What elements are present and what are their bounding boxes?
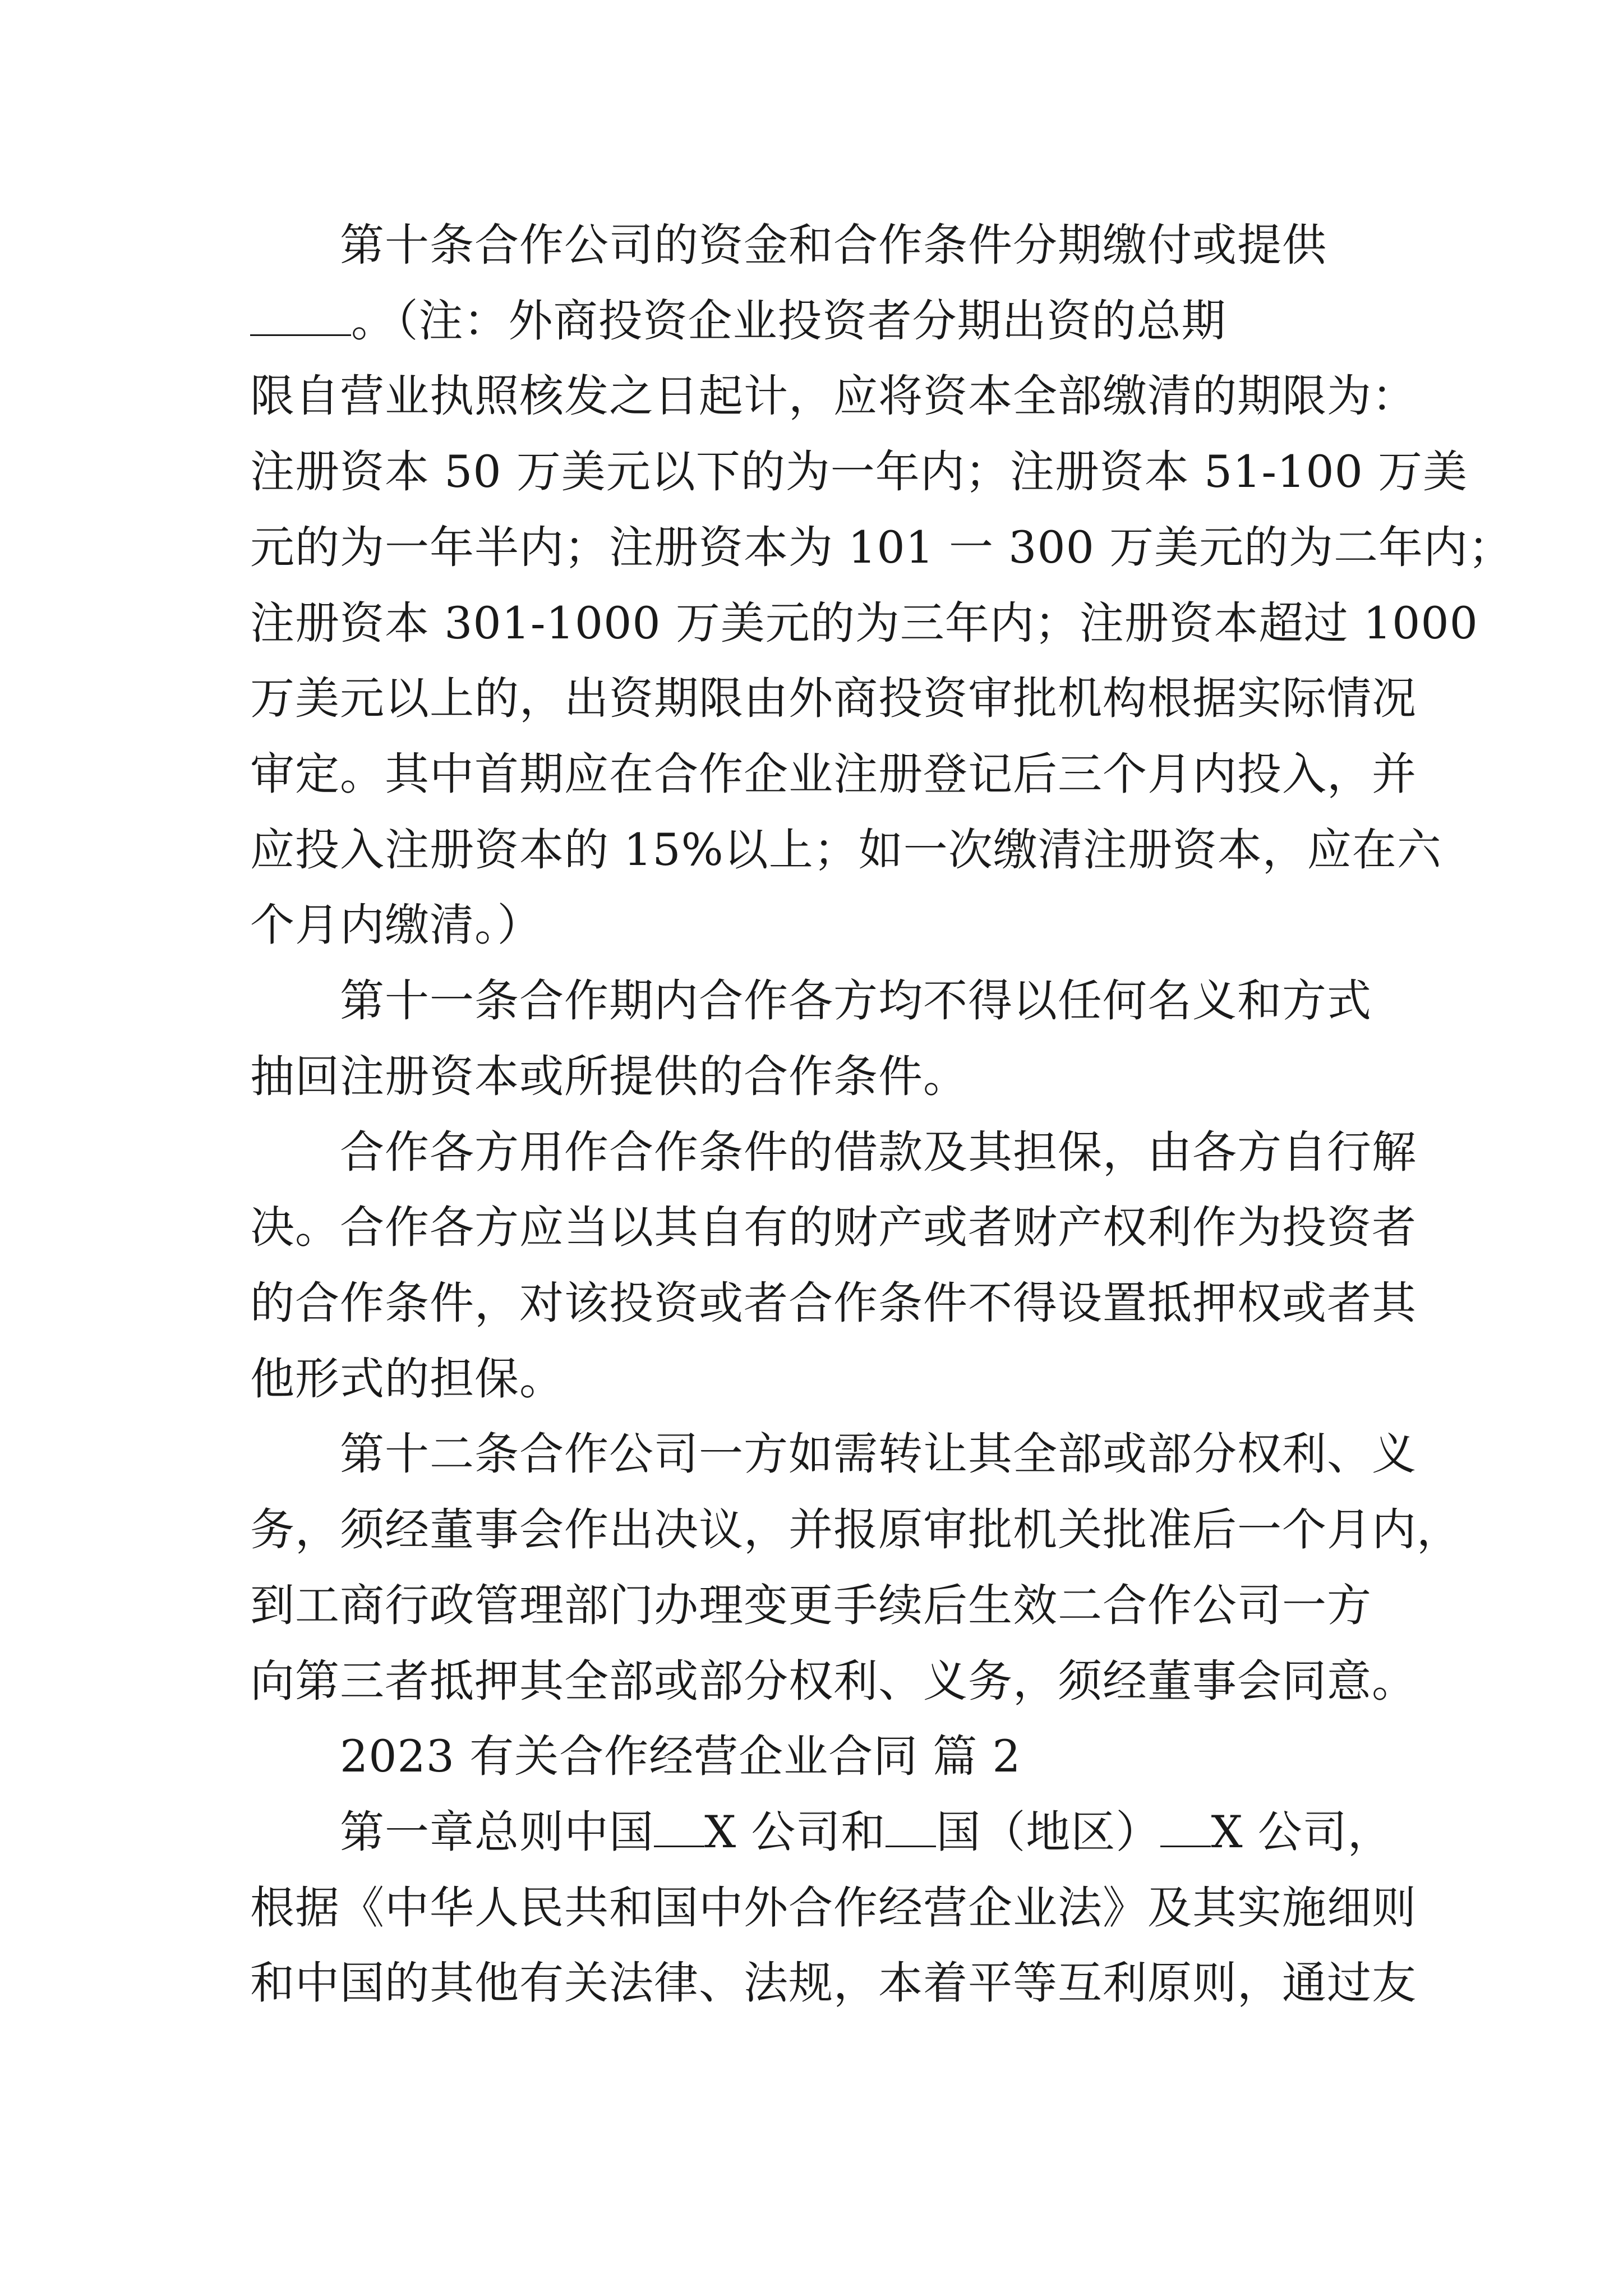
paragraph-line: 万美元以上的，出资期限由外商投资审批机构根据实际情况: [250, 673, 1417, 724]
paragraph-line: 和中国的其他有关法律、法规，本着平等互利原则，通过友: [250, 1957, 1417, 2009]
fill-blank: [654, 1809, 704, 1847]
fill-blank: [1160, 1809, 1211, 1847]
paragraph-text: X 公司和: [704, 1806, 886, 1858]
paragraph-line: 务，须经董事会作出决议，并报原审批机关批准后一个月内，: [250, 1504, 1461, 1556]
paragraph-line: 决。合作各方应当以其自有的财产或者财产权利作为投资者: [250, 1202, 1417, 1253]
paragraph-line: 第十一条合作期内合作各方均不得以任何名义和方式: [340, 975, 1372, 1027]
paragraph-line: 第十条合作公司的资金和合作条件分期缴付或提供: [340, 219, 1327, 271]
fill-blank: [886, 1809, 936, 1847]
paragraph-line: 合作各方用作合作条件的借款及其担保，由各方自行解: [340, 1126, 1417, 1178]
paragraph-text: 。（注：外商投资企业投资者分期出资的总期: [351, 295, 1227, 347]
fill-blank: [250, 297, 351, 336]
paragraph-line: 注册资本 301-1000 万美元的为三年内；注册资本超过 1000: [250, 597, 1478, 649]
paragraph-line: [250, 293, 1227, 349]
paragraph-line: 个月内缴清。）: [250, 899, 542, 951]
paragraph-line: 向第三者抵押其全部或部分权利、义务，须经董事会同意。: [250, 1655, 1417, 1707]
paragraph-line: 第十二条合作公司一方如需转让其全部或部分权利、义: [340, 1428, 1417, 1480]
paragraph-line: 到工商行政管理部门办理变更手续后生效二合作公司一方: [250, 1580, 1372, 1631]
paragraph-text: 国（地区）: [936, 1806, 1161, 1858]
paragraph-line: 根据《中华人民共和国中外合作经营企业法》及其实施细则: [250, 1882, 1417, 1934]
paragraph-line: 审定。其中首期应在合作企业注册登记后三个月内投入，并: [250, 748, 1417, 800]
paragraph-line: 限自营业执照核发之日起计，应将资本全部缴清的期限为：: [250, 370, 1417, 422]
paragraph-line: 的合作条件，对该投资或者合作条件不得设置抵押权或者其: [250, 1277, 1417, 1329]
paragraph-line: 抽回注册资本或所提供的合作条件。: [250, 1051, 968, 1102]
paragraph-text: 第一章总则中国: [340, 1806, 654, 1858]
paragraph-line: 元的为一年半内；注册资本为 101 一 300 万美元的为二年内；: [250, 522, 1514, 573]
section-heading: 2023 有关合作经营企业合同 篇 2: [340, 1731, 1021, 1782]
paragraph-text: X 公司，: [1211, 1806, 1393, 1858]
paragraph-line: [340, 1804, 1393, 1860]
paragraph-line: 他形式的担保。: [250, 1353, 564, 1405]
paragraph-line: 应投入注册资本的 15%以上；如一次缴清注册资本，应在六: [250, 824, 1442, 876]
paragraph-line: 注册资本 50 万美元以下的为一年内；注册资本 51-100 万美: [250, 446, 1468, 498]
